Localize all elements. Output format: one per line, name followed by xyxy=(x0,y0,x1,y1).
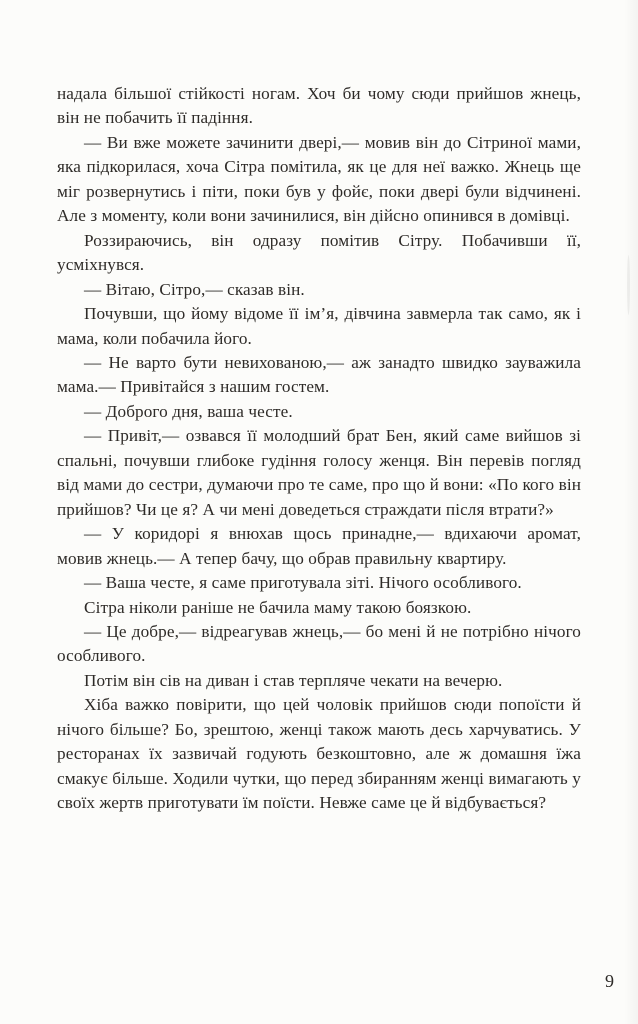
paragraph: Сітра ніколи раніше не бачила маму такою боязкою. xyxy=(84,597,472,617)
paragraph: — Не варто бути невихованою,— аж занадто швидко зауважила мама.— Привітайся з нашим гостем. xyxy=(57,352,581,397)
paragraph: — Ви вже можете зачинити двері,— мовив він до Сітриної мами, яка підкорилася, хоча Сітра помітила, як це для неї важко. Жнець ще міг розвернутись і піти, поки був у фойє, поки двері були відчинені. Але з моменту, коли вони зачинилися, він дійсно опинився в домівці. xyxy=(57,132,581,226)
paragraph: — Ваша честе, я саме приготувала зіті. Нічого особливого. xyxy=(84,573,522,593)
page-edge-shadow xyxy=(624,0,638,1024)
page-number: 9 xyxy=(605,971,614,991)
paragraph: — Це добре,— відреагував жнець,— бо мені й не потрібно нічого особливого. xyxy=(57,621,581,666)
paragraph: Потім він сів на диван і став терпляче чекати на вечерю. xyxy=(84,670,503,690)
paragraph: — Вітаю, Сітро,— сказав він. xyxy=(84,279,305,299)
paragraph: — У коридорі я внюхав щось принадне,— вдихаючи аромат, мовив жнець.— А тепер бачу, що обрав правильну квартиру. xyxy=(57,524,581,568)
paragraph: Роззираючись, він одразу помітив Сітру. Побачивши її, усміхнувся. xyxy=(57,230,581,275)
paragraph: — Доброго дня, ваша честе. xyxy=(84,401,293,421)
scan-artifact xyxy=(627,255,630,315)
paragraph: — Привіт,— озвався її молодший брат Бен, який саме вийшов зі спальні, почувши глибоке гудіння голосу женця. Він перевів погляд від мами до сестри, думаючи про те саме, про що й вони: «По кого він прийшов? Чи це я? А чи мені доведеться страждати після втрати?» xyxy=(57,426,581,519)
page-text xyxy=(57,82,581,816)
paragraph: надала більшої стійкості ногам. Хоч би чому сюди прийшов жнець, він не побачить її падіння. xyxy=(57,84,581,128)
paragraph: Почувши, що йому відоме її ім’я, дівчина завмерла так само, як і мама, коли побачила його. xyxy=(57,304,581,348)
paragraph: Хіба важко повірити, що цей чоловік прийшов сюди попоїсти й нічого більше? Бо, зрештою, женці також мають десь харчуватись. У ресторанах їх зазвичай годують безкоштовно, але ж домашня їжа смакує більше. Ходили чутки, що перед збиранням женці вимагають у своїх жертв приготувати їм поїсти. Невже саме це й відбувається? xyxy=(57,695,581,813)
